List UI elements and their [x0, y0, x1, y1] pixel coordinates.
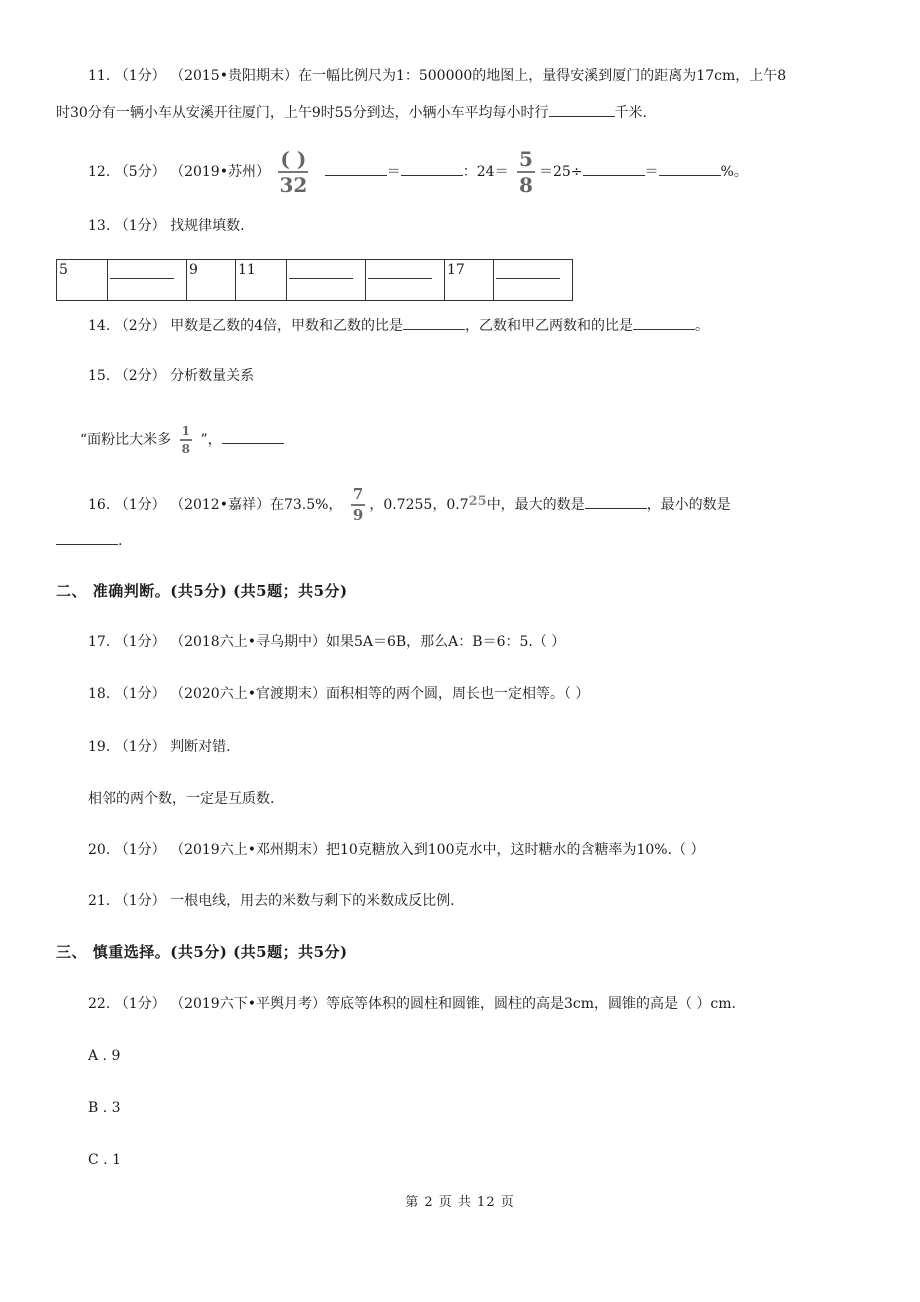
q15-answer-blank[interactable]	[222, 429, 284, 444]
answer-blank[interactable]	[496, 264, 560, 279]
q12-frac2-num: 5	[519, 147, 533, 171]
q20: 20. （1分） （2019六上•邓州期末）把10克糖放入到100克水中，这时糖水的含糖率为10%.（ ）	[88, 842, 705, 858]
seq-cell-1: 5	[57, 260, 108, 301]
seq-cell-4: 11	[236, 260, 287, 301]
q15-frac-den: 8	[181, 442, 190, 456]
q16-blank-min[interactable]	[56, 530, 118, 545]
q16-repeating-digits: 25	[468, 494, 487, 509]
q12-blank-3[interactable]	[583, 161, 645, 176]
q11-unit: 千米.	[614, 105, 647, 121]
page-number: 第 2 页 共 12 页	[405, 1195, 515, 1210]
table-row	[57, 260, 573, 301]
q17: 17. （1分） （2018六上•寻乌期中）如果5A＝6B，那么A：B＝6：5.（ ）	[88, 634, 566, 650]
seq-cell-7: 17	[445, 260, 494, 301]
q16-frac-den: 9	[352, 506, 364, 524]
q11-answer-blank[interactable]	[549, 102, 615, 117]
seq-cell-8-blank[interactable]	[494, 260, 573, 301]
q15-quote-end: ”，	[200, 432, 222, 448]
answer-blank[interactable]	[110, 264, 174, 279]
q12-frac1-den: 32	[279, 173, 308, 197]
q12-fraction-blank-over-32	[278, 149, 308, 195]
q22-question: 22. （1分） （2019六下•平舆月考）等底等体积的圆柱和圆锥，圆柱的高是3cm，圆锥的高是（ ）cm.	[88, 996, 736, 1012]
q16-text-2: ，0.7255，0.7	[369, 497, 469, 513]
q16-line	[88, 478, 731, 526]
q12-eq1: ＝	[386, 164, 401, 180]
q16-frac-num: 7	[352, 485, 364, 503]
answer-blank[interactable]	[289, 264, 353, 279]
q22-option-b[interactable]: B . 3	[88, 1100, 121, 1116]
q15-question: 15. （2分） 分析数量关系	[88, 368, 255, 384]
q16-text-1: 16. （1分） （2012•嘉祥）在73.5%，	[88, 497, 343, 513]
q13-sequence-table	[56, 259, 573, 301]
seq-cell-6-blank[interactable]	[366, 260, 445, 301]
q12-line	[88, 146, 748, 198]
answer-blank[interactable]	[368, 264, 432, 279]
seq-cell-2-blank[interactable]	[108, 260, 187, 301]
q12-ratio: ：24＝	[462, 164, 509, 180]
q11-line2	[56, 102, 647, 123]
q16-end: .	[118, 533, 123, 549]
q14-blank-2[interactable]	[633, 315, 695, 330]
q12-prefix: 12. （5分） （2019•苏州）	[88, 164, 270, 180]
q16-fraction-7-9	[351, 487, 365, 523]
q12-frac2-den: 8	[519, 173, 533, 197]
q22-option-a[interactable]: A . 9	[88, 1048, 121, 1064]
q12-eq3: ＝	[644, 164, 659, 180]
q15-frac-num: 1	[181, 424, 190, 438]
section-2-heading: 二、 准确判断。(共5分) (共5题；共5分)	[56, 582, 348, 600]
q14-text-2: ，乙数和甲乙两数和的比是	[464, 318, 633, 334]
q12-percent: %。	[720, 164, 748, 180]
q12-frac1-num: ( )	[280, 147, 307, 171]
q14-line	[88, 315, 709, 336]
q16-line2	[56, 530, 122, 551]
q16-text-4: ，最小的数是	[646, 497, 731, 513]
q15-quote-text: “面粉比大米多	[80, 432, 172, 448]
q14-text-3: 。	[694, 318, 709, 334]
q22-option-c[interactable]: C . 1	[88, 1152, 121, 1168]
q15-quote-line	[80, 420, 284, 460]
q12-eq2: ＝25÷	[538, 164, 583, 180]
q16-blank-max[interactable]	[585, 494, 647, 509]
q19-statement: 相邻的两个数，一定是互质数.	[88, 791, 275, 807]
q16-text-3: 中，最大的数是	[486, 497, 585, 513]
seq-cell-5-blank[interactable]	[287, 260, 366, 301]
seq-cell-3: 9	[187, 260, 236, 301]
q12-fraction-5-8	[517, 149, 535, 195]
q12-blank-4[interactable]	[659, 161, 721, 176]
q14-blank-1[interactable]	[403, 315, 465, 330]
q14-text-1: 14. （2分） 甲数是乙数的4倍，甲数和乙数的比是	[88, 318, 403, 334]
q12-blank-2[interactable]	[401, 161, 463, 176]
q18: 18. （1分） （2020六上•官渡期末）面积相等的两个圆，周长也一定相等。（ ）	[88, 686, 590, 702]
q12-blank-1[interactable]	[325, 161, 387, 176]
q11-line2-text: 时30分有一辆小车从安溪开往厦门，上午9时55分到达，小辆小车平均每小时行	[56, 105, 549, 121]
fraction-bar	[180, 439, 192, 441]
q11-line1: 11. （1分） （2015•贵阳期末）在一幅比例尺为1：500000的地图上，量得安溪到厦门的距离为17cm，上午8	[88, 68, 787, 84]
q13-question: 13. （1分） 找规律填数.	[88, 218, 245, 234]
q21: 21. （1分） 一根电线，用去的米数与剩下的米数成反比例.	[88, 893, 455, 909]
q19-question: 19. （1分） 判断对错.	[88, 739, 231, 755]
section-3-heading: 三、 慎重选择。(共5分) (共5题；共5分)	[56, 943, 348, 961]
q15-fraction-1-8	[180, 425, 192, 455]
